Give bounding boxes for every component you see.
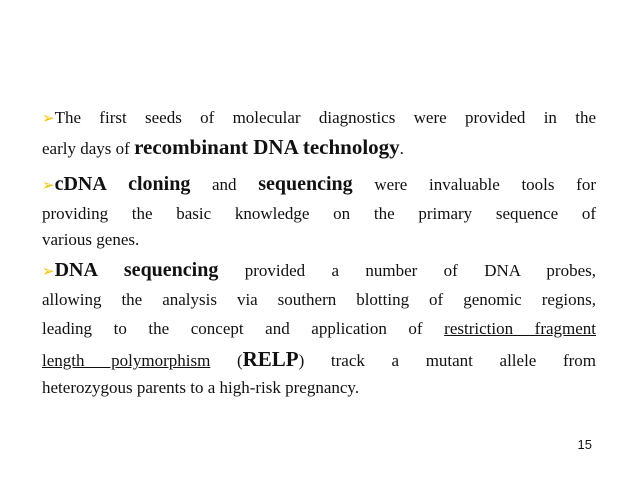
bullet-1-period: . [399, 139, 404, 158]
bullet-3-emphasis-relp: RELP [242, 347, 299, 371]
bullet-2-text-tail: were invaluable tools for [374, 175, 596, 194]
bullet-3-line-3 [42, 318, 596, 340]
bullet-3-text-3: leading to the concept and application of [42, 319, 423, 338]
bullet-3-line-5 [42, 377, 596, 399]
bullet-1-text: The first seeds of molecular diagnostics were provided in the [54, 108, 596, 127]
bullet-2-line-2 [42, 203, 596, 225]
bullet-2-text-3: various genes. [42, 230, 140, 249]
bullet-1-line-2 [42, 136, 596, 160]
arrow-bullet-icon: ➢ [42, 262, 55, 280]
bullet-3-underlined-1: restriction fragment [444, 319, 597, 338]
bullet-3-line-2 [42, 289, 596, 311]
arrow-bullet-icon: ➢ [42, 109, 55, 127]
bullet-3-text-2: allowing the analysis via southern blotting of genomic regions, [42, 290, 596, 309]
bullet-3-underlined-2: length polymorphism [42, 351, 211, 370]
bullet-1-emphasis: recombinant DNA technology [134, 135, 400, 159]
bullet-2-text-and: and [211, 175, 237, 194]
arrow-bullet-icon: ➢ [42, 176, 55, 194]
bullet-3-line-4 [42, 348, 596, 372]
bullet-3-paren-open: ( [236, 351, 243, 370]
bullet-2-emphasis-cdna: cDNA cloning [54, 173, 191, 195]
bullet-3-line-1 [42, 259, 596, 282]
bullet-2-line-1 [42, 173, 596, 196]
bullet-2-text-2: providing the basic knowledge on the primary sequence of [42, 204, 596, 223]
bullet-1-line-1 [42, 107, 596, 129]
bullet-2-emphasis-sequencing: sequencing [258, 173, 353, 195]
bullet-3-text-1: provided a number of DNA probes, [244, 261, 597, 280]
bullet-2-line-3 [42, 229, 596, 251]
page-number: 15 [577, 437, 592, 452]
bullet-3-emphasis: DNA sequencing [54, 259, 219, 281]
bullet-3-text-5: heterozygous parents to a high-risk pregnancy. [42, 378, 360, 397]
bullet-3-text-4: ) track a mutant allele from [298, 351, 597, 370]
bullet-1-text-lead: early days of [42, 139, 130, 158]
